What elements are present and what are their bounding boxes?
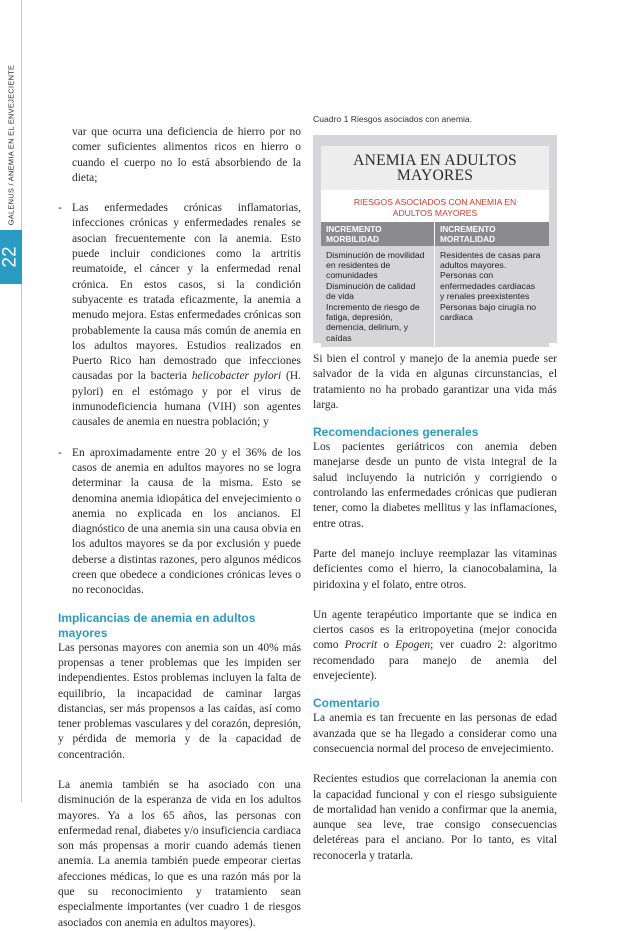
bullet-dash: - xyxy=(58,202,62,215)
paragraph-implicancias: Las personas mayores con anemia son un 40% más propensas a tener problemas que les impiden ser independientes. Estos problemas incluyen la falta de equilibrio, la incapacidad de caminar largas distancias, ser más propensos a las caídas, así como tener problemas vasculares y del corazón, depresión, y pérdida de memoria y de la capacidad de concentración. xyxy=(58,641,301,761)
bullet-idiopathic xyxy=(58,446,301,599)
paragraph-manejo: Parte del manejo incluye reemplazar las vitaminas deficientes como el hierro, la cianocobalamina, la piridoxina y el folato, entre otros. xyxy=(313,547,557,591)
table-header-row xyxy=(321,222,549,246)
page-sidebar xyxy=(0,0,22,802)
table-caption: Cuadro 1 Riesgos asociados con anemia. xyxy=(313,114,473,124)
heading-recomendaciones: Recomendaciones generales xyxy=(313,425,479,440)
paragraph-estudios: Recientes estudios que correlacionan la anemia con la capacidad funcional y con el riesgo subsiguiente de mortalidad han venido a confirmar que la anemia, aunque sea leve, trae consigo consecuencias deletéreas para el anciano. Por lo tanto, es vital reconocerla y tratarla. xyxy=(313,773,557,862)
heading-implicancias: Implicancias de anemia en adultos mayores xyxy=(58,610,256,640)
table-title: ANEMIA EN ADULTOS MAYORES xyxy=(321,146,549,190)
paragraph-agente: Un agente terapéutico importante que se indica en ciertos casos es la eritropoyetina (mejor conocida como Procrit o Epogen; ver cuadro 2: algoritmo recomendado para manejo de anemia del envejeciente). xyxy=(313,608,557,683)
risk-table-inner xyxy=(321,146,549,347)
left-column xyxy=(58,125,301,931)
paragraph-comentario: La anemia es tan frecuente en las personas de edad avanzada que se ha llegado a considerar como una consecuencia normal del proceso de envejecimiento. xyxy=(313,712,557,755)
page-number: 22 xyxy=(0,246,21,268)
header-mortalidad: INCREMENTO MORTALIDAD xyxy=(435,222,549,246)
cell-mortalidad: Residentes de casas para adultos mayores. Personas con enfermedades cardiacas y renales preexistentes Personas bajo cirugía no cardiaca xyxy=(440,249,541,323)
running-head-text: GALENUS / ANEMIA EN EL ENVEJECIENTE xyxy=(6,64,16,226)
paragraph-control: Si bien el control y manejo de la anemia puede ser salvador de la vida en algunas circunstancias, el tratamiento no ha probado garantizar una vida más larga. xyxy=(313,353,557,411)
italic-bacteria-name: helicobacter pylori xyxy=(191,370,282,383)
italic-procrit: Procrit xyxy=(344,639,378,652)
running-head xyxy=(0,60,22,230)
italic-epogen: Epogen xyxy=(395,639,431,652)
intro-continuation: var que ocurra una deficiencia de hierro por no comer suficientes alimentos ricos en hierro o cuando el cuerpo no lo está absorbiendo de la dieta; xyxy=(72,126,301,184)
right-column xyxy=(313,114,557,864)
bullet-chronic-diseases xyxy=(58,201,301,430)
page-number-tab xyxy=(0,230,22,284)
paragraph-life-expectancy: La anemia también se ha asociado con una disminución de la esperanza de vida en los adultos mayores. Ya a los 65 años, las personas con enfermedad renal, diabetes y/o insuficiencia cardiaca son más propensas a morir cuando además tienen anemia. La anemia también puede empeorar ciertas afecciones médicas, lo que es una razón más por la que su reconocimiento y tratamiento sean especialmente importantes (ver cuadro 1 de riesgos asociados con anemia en adultos mayores). xyxy=(58,778,301,929)
cell-morbilidad: Disminución de movilidad en residentes de comunidades Disminución de calidad de vida Incremento de riesgo de fatiga, depresión, demencia, delirium, y caídas xyxy=(321,246,435,348)
bullet-text: Las enfermedades crónicas inflamatorias, infecciones crónicas y enfermedades renales se asocian frecuentemente con la anemia. Esto puede incluir condiciones como la artritis reumatoide, el cáncer y la enfermedad renal crónica. En estos casos, si la condición subyacente es tratada eficazmente, la anemia a menudo mejora. Estas enfermedades crónicas son probablemente la causa más común de anemia en los adultos mayores. Estudios realizados en Puerto Rico han demostrado que infecciones causadas por la bacteria helicobacter pylori (H. pylori) en el estómago y por el virus de inmunodeficiencia humana (VIH) son agentes causales de anemia en nuestra población; y xyxy=(72,202,301,429)
heading-comentario: Comentario xyxy=(313,696,380,711)
header-morbilidad: INCREMENTO MORBILIDAD xyxy=(321,222,435,246)
paragraph-recomendaciones: Los pacientes geriátricos con anemia deben manejarse desde un punto de vista integral de la salud incluyendo la nutrición y corrigiendo o controlando las enfermedades crónicas que pudieran tener, como la diabetes mellitus y las inflamaciones, entre otras. xyxy=(313,441,557,530)
risk-table xyxy=(313,135,557,343)
bullet-dash: - xyxy=(58,446,62,459)
table-body-row xyxy=(321,246,549,348)
table-subtitle: RIESGOS ASOCIADOS CON ANEMIA EN ADULTOS MAYORES xyxy=(321,190,549,222)
bullet-text: En aproximadamente entre 20 y el 36% de los casos de anemia en adultos mayores no se logra determinar la causa de la misma. Esto se denomina anemia idiopática del envejecimiento o anemia no explicada en los ancianos. El diagnóstico de una anemia sin una causa obvia en los adultos mayores se da por exclusión y puede deberse a distintas razones, pero algunos médicos creen que obedece a condiciones crónicas leves o no reconocidas. xyxy=(72,446,301,597)
